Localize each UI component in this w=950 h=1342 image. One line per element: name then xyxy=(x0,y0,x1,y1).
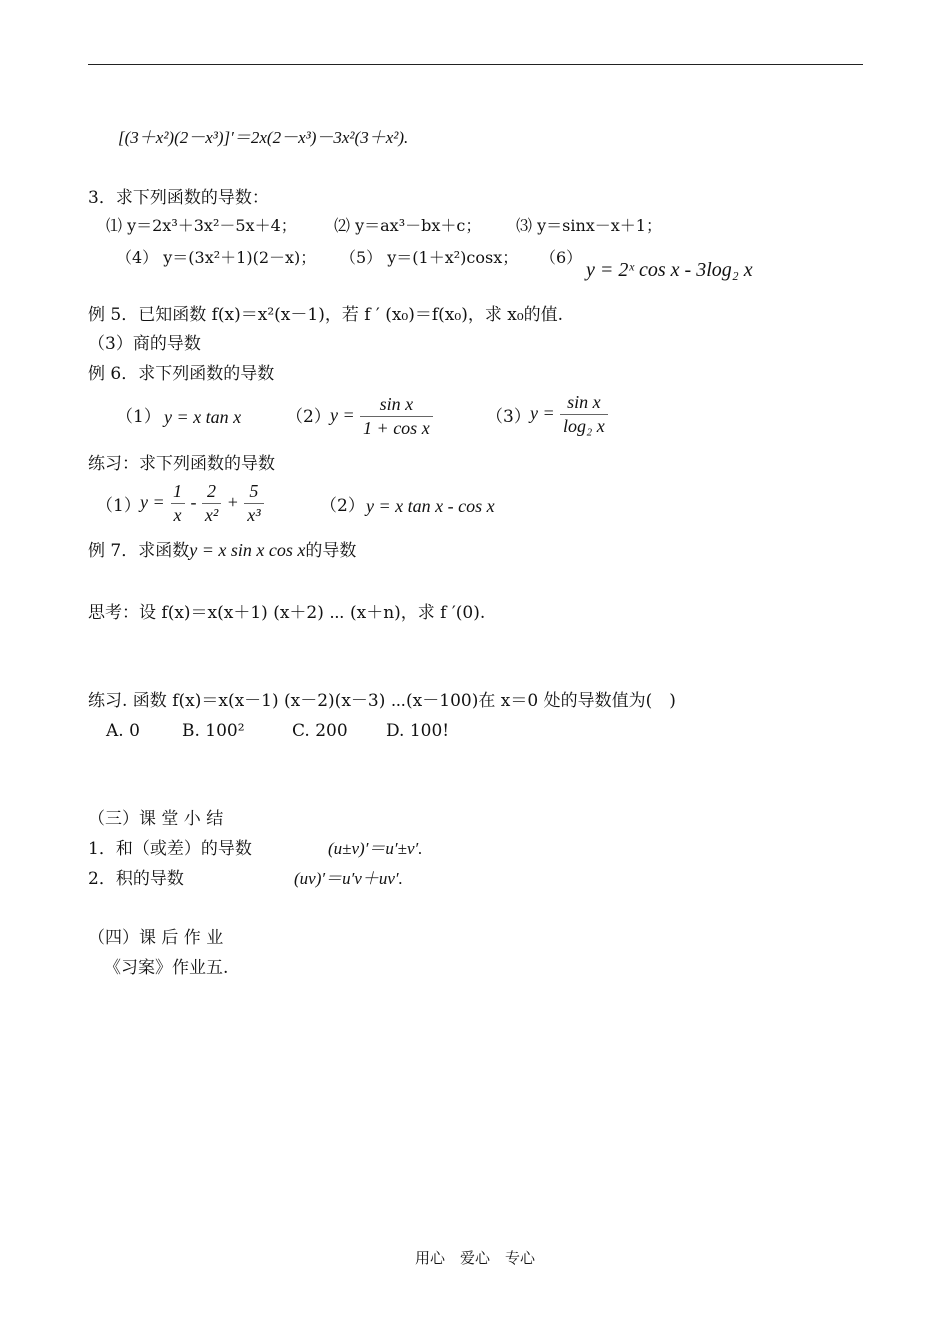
fraction-denominator: 1 + cos x xyxy=(360,416,433,439)
practice-1-label-1: （1） xyxy=(96,496,141,516)
fraction-2-over-x2 xyxy=(202,481,221,526)
summary-formula-1: (u±v)′＝u′±v′. xyxy=(328,839,423,858)
ex6-formula-2-fraction xyxy=(360,394,433,439)
ex6-formula-2 xyxy=(330,394,433,439)
operator-minus: - xyxy=(190,492,197,512)
homework-content: 《习案》作业五. xyxy=(104,958,229,978)
q3-problem-1: ⑴ y＝2x³＋3x²－5x＋4； xyxy=(106,216,297,235)
ex6-formula-3-fraction xyxy=(560,392,608,437)
q3-title: 3．求下列函数的导数： xyxy=(88,188,269,208)
ex6-label-2: （2） xyxy=(286,407,331,427)
example-6-title: 例 6．求下列函数的导数 xyxy=(88,364,275,384)
summary-item-1: 1．和（或差）的导数 xyxy=(88,839,252,859)
practice-2-question: 练习. 函数 f(x)＝x(x－1) (x－2)(x－3) ⋯(x－100)在 x＝0 处的导数值为( ) xyxy=(88,691,676,711)
q3-problem-5: （5） y＝(1＋x²)cosx； xyxy=(340,248,519,267)
ex6-label-3: （3） xyxy=(486,407,531,427)
fraction-numerator: 1 xyxy=(173,481,183,501)
section-quotient-rule: （3）商的导数 xyxy=(88,334,201,354)
fraction-1-over-x xyxy=(170,481,185,526)
fraction-5-over-x3 xyxy=(244,481,263,526)
q3-problem-2: ⑵ y＝ax³－bx＋c； xyxy=(334,216,482,235)
example-7-suffix: 的导数 xyxy=(305,541,357,561)
fraction-denominator: x² xyxy=(202,503,221,526)
fraction-numerator: 2 xyxy=(207,481,217,501)
fraction-numerator: sin x xyxy=(379,394,414,414)
example-7-prefix: 例 7．求函数 xyxy=(88,541,190,561)
example-7-formula: y = x sin x cos x xyxy=(189,540,306,560)
option-c: C. 200 xyxy=(292,721,348,741)
fraction-denominator: log₂ x xyxy=(560,414,608,437)
option-a: A. 0 xyxy=(106,721,140,741)
practice-1-label-2: （2） xyxy=(320,496,365,516)
ex6-formula-1: y = x tan x xyxy=(164,407,242,427)
summary-item-2: 2．积的导数 xyxy=(88,869,184,889)
q3-problem-6-formula: y = 2ˣ cos x - 3log₂ x xyxy=(586,259,753,281)
ex6-formula-3 xyxy=(530,392,608,437)
ex6-formula-3-lhs: y = xyxy=(530,403,555,423)
operator-plus: + xyxy=(226,492,239,512)
fraction-denominator: x³ xyxy=(244,503,263,526)
practice-1-formula-1 xyxy=(140,481,264,526)
example-7 xyxy=(88,538,356,563)
header-rule xyxy=(88,64,863,65)
fraction-denominator: x xyxy=(171,503,185,526)
fraction-numerator: 5 xyxy=(249,481,259,501)
q3-problem-6-label: （6） xyxy=(540,248,583,267)
q3-problem-3: ⑶ y＝sinx－x＋1； xyxy=(516,216,662,235)
fraction-numerator: sin x xyxy=(567,392,601,412)
ex6-label-1: （1） xyxy=(116,407,161,427)
practice-1-title: 练习：求下列函数的导数 xyxy=(88,454,275,474)
practice-1-formula-1-lhs: y = xyxy=(140,492,165,512)
q3-problem-4: （4） y＝(3x²＋1)(2－x)； xyxy=(116,248,317,267)
option-d: D. 100! xyxy=(386,721,450,741)
summary-formula-2: (uv)′＝u′v＋uv′. xyxy=(294,869,403,888)
formula-product-rule-example: [(3＋x²)(2－x³)]′＝2x(2－x³)－3x²(3＋x²). xyxy=(118,128,409,147)
think-question: 思考：设 f(x)＝x(x＋1) (x＋2) ⋯ (x＋n)，求 f ′(0). xyxy=(88,603,486,623)
example-5: 例 5．已知函数 f(x)＝x²(x－1)，若 f ′ (x₀)＝f(x₀)，求 x₀的值. xyxy=(88,305,564,325)
page-footer: 用心 爱心 专心 xyxy=(414,1249,535,1267)
summary-title: （三）课 堂 小 结 xyxy=(88,809,224,829)
ex6-formula-2-lhs: y = xyxy=(330,405,355,425)
practice-1-formula-2: y = x tan x - cos x xyxy=(366,496,495,516)
homework-title: （四）课 后 作 业 xyxy=(88,928,224,948)
option-b: B. 100² xyxy=(182,721,245,741)
